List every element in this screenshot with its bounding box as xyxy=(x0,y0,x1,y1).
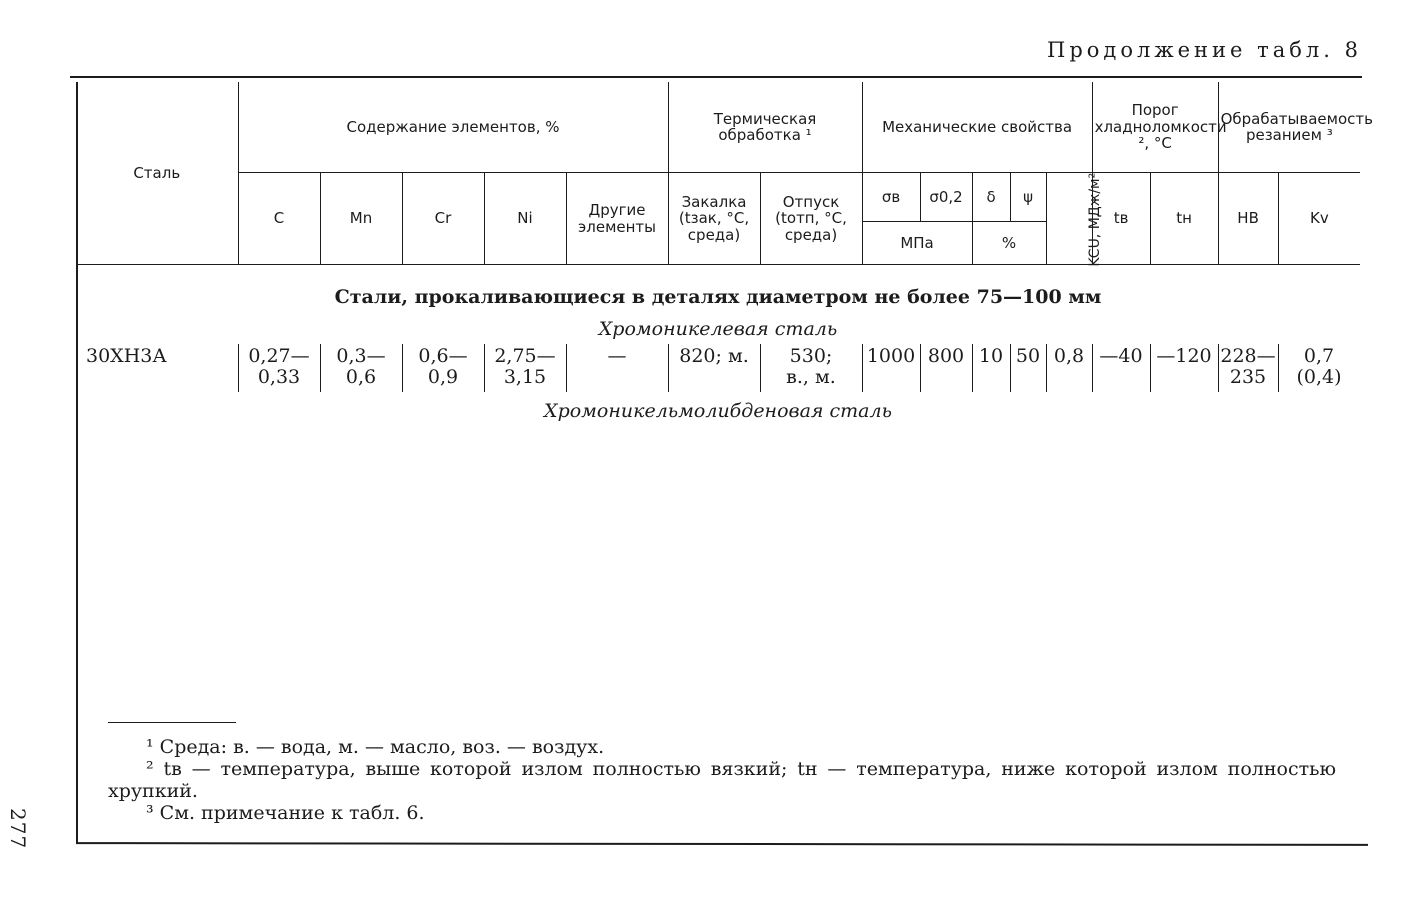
column-rule xyxy=(320,344,321,392)
col-heat-treatment: Термическая обработка ¹ xyxy=(668,82,862,173)
footnote-2: ² tв — температура, выше которой излом полностью вязкий; tн — температура, ниже которой излом полностью хрупкий. xyxy=(108,758,1336,802)
group-subtitle: Хромоникелевая сталь xyxy=(598,318,838,340)
cell-tb: —40 xyxy=(1099,345,1143,367)
col-kcu xyxy=(1046,172,1103,267)
column-rule xyxy=(238,344,239,392)
cell-hb: 228— xyxy=(1220,345,1276,367)
footnote-3: ³ См. примечание к табл. 6. xyxy=(146,802,425,824)
cell-sb: 1000 xyxy=(866,345,916,367)
column-rule xyxy=(566,344,567,392)
cell-temper: 530; xyxy=(789,345,833,367)
column-rule xyxy=(920,344,921,392)
cell-tn: —120 xyxy=(1156,345,1212,367)
column-rule xyxy=(1010,344,1011,392)
col-kv: Kv xyxy=(1278,173,1360,265)
column-rule xyxy=(1278,344,1279,392)
col-percent: % xyxy=(972,222,1046,265)
col-ni: Ni xyxy=(484,173,566,265)
cell-kv: 0,7 xyxy=(1303,345,1335,367)
cell-mn: 0,3— xyxy=(336,345,386,367)
col-composition: Содержание элементов, % xyxy=(238,82,668,173)
col-steel: Сталь xyxy=(76,82,238,265)
cell-c: 0,27— xyxy=(248,345,310,367)
cell-ni: 2,75— xyxy=(494,345,556,367)
column-rule xyxy=(1218,344,1219,392)
steel-grade: 30ХН3А xyxy=(86,345,167,367)
column-rule xyxy=(1046,344,1047,392)
kcu-label: KCU, МДж/м² xyxy=(1086,172,1103,267)
col-mn: Mn xyxy=(320,173,402,265)
col-machinability: Обрабатываемость резанием ³ xyxy=(1218,82,1360,173)
col-c: C xyxy=(238,173,320,265)
cell-c: 0,33 xyxy=(257,366,301,388)
col-other: Другие элементы xyxy=(566,173,668,265)
col-temper: Отпуск (tотп, °C, среда) xyxy=(760,173,862,265)
cell-hb: 235 xyxy=(1229,366,1267,388)
col-delta: δ xyxy=(972,173,1010,222)
group-subtitle: Хромоникельмолибденовая сталь xyxy=(544,400,892,422)
cell-quench: 820; м. xyxy=(679,345,749,367)
col-psi: ψ xyxy=(1010,173,1046,222)
col-quench: Закалка (tзак, °C, среда) xyxy=(668,173,760,265)
cell-kcu: 0,8 xyxy=(1053,345,1085,367)
page-number: 277 xyxy=(6,808,30,850)
cell-psi: 50 xyxy=(1015,345,1041,367)
cell-d: 10 xyxy=(978,345,1004,367)
col-sigma-02: σ0,2 xyxy=(920,173,972,222)
column-rule xyxy=(402,344,403,392)
column-rule xyxy=(668,344,669,392)
table-row xyxy=(76,346,1360,446)
column-rule xyxy=(862,344,863,392)
cell-cr: 0,6— xyxy=(418,345,468,367)
column-rule xyxy=(972,344,973,392)
cell-ni: 3,15 xyxy=(503,366,547,388)
column-rule xyxy=(1092,344,1093,392)
cell-s02: 800 xyxy=(927,345,965,367)
col-mpa: МПа xyxy=(862,222,972,265)
col-tn: tн xyxy=(1150,173,1218,265)
col-mechanical: Механические свойства xyxy=(862,82,1092,173)
column-rule xyxy=(484,344,485,392)
cell-kv: (0,4) xyxy=(1296,366,1342,388)
section-title: Стали, прокаливающиеся в деталях диаметром не более 75—100 мм xyxy=(334,286,1102,308)
col-cold-brittleness: Порог хладноломкости ², °C xyxy=(1092,82,1218,173)
cell-other: — xyxy=(607,345,627,367)
column-rule xyxy=(1150,344,1151,392)
table-header xyxy=(76,82,1373,267)
cell-mn: 0,6 xyxy=(345,366,377,388)
cell-temper: в., м. xyxy=(786,366,836,388)
footnote-1: ¹ Среда: в. — вода, м. — масло, воз. — воздух. xyxy=(146,736,605,758)
column-rule xyxy=(760,344,761,392)
table-top-rule xyxy=(70,76,1362,78)
col-hb: HB xyxy=(1218,173,1278,265)
col-cr: Cr xyxy=(402,173,484,265)
col-tb: tв xyxy=(1092,173,1150,265)
page-header: Продолжение табл. 8 xyxy=(1047,38,1362,62)
footnote-separator xyxy=(108,722,236,723)
col-sigma-b: σв xyxy=(862,173,920,222)
table-bottom-rule xyxy=(76,842,1368,846)
cell-cr: 0,9 xyxy=(427,366,459,388)
